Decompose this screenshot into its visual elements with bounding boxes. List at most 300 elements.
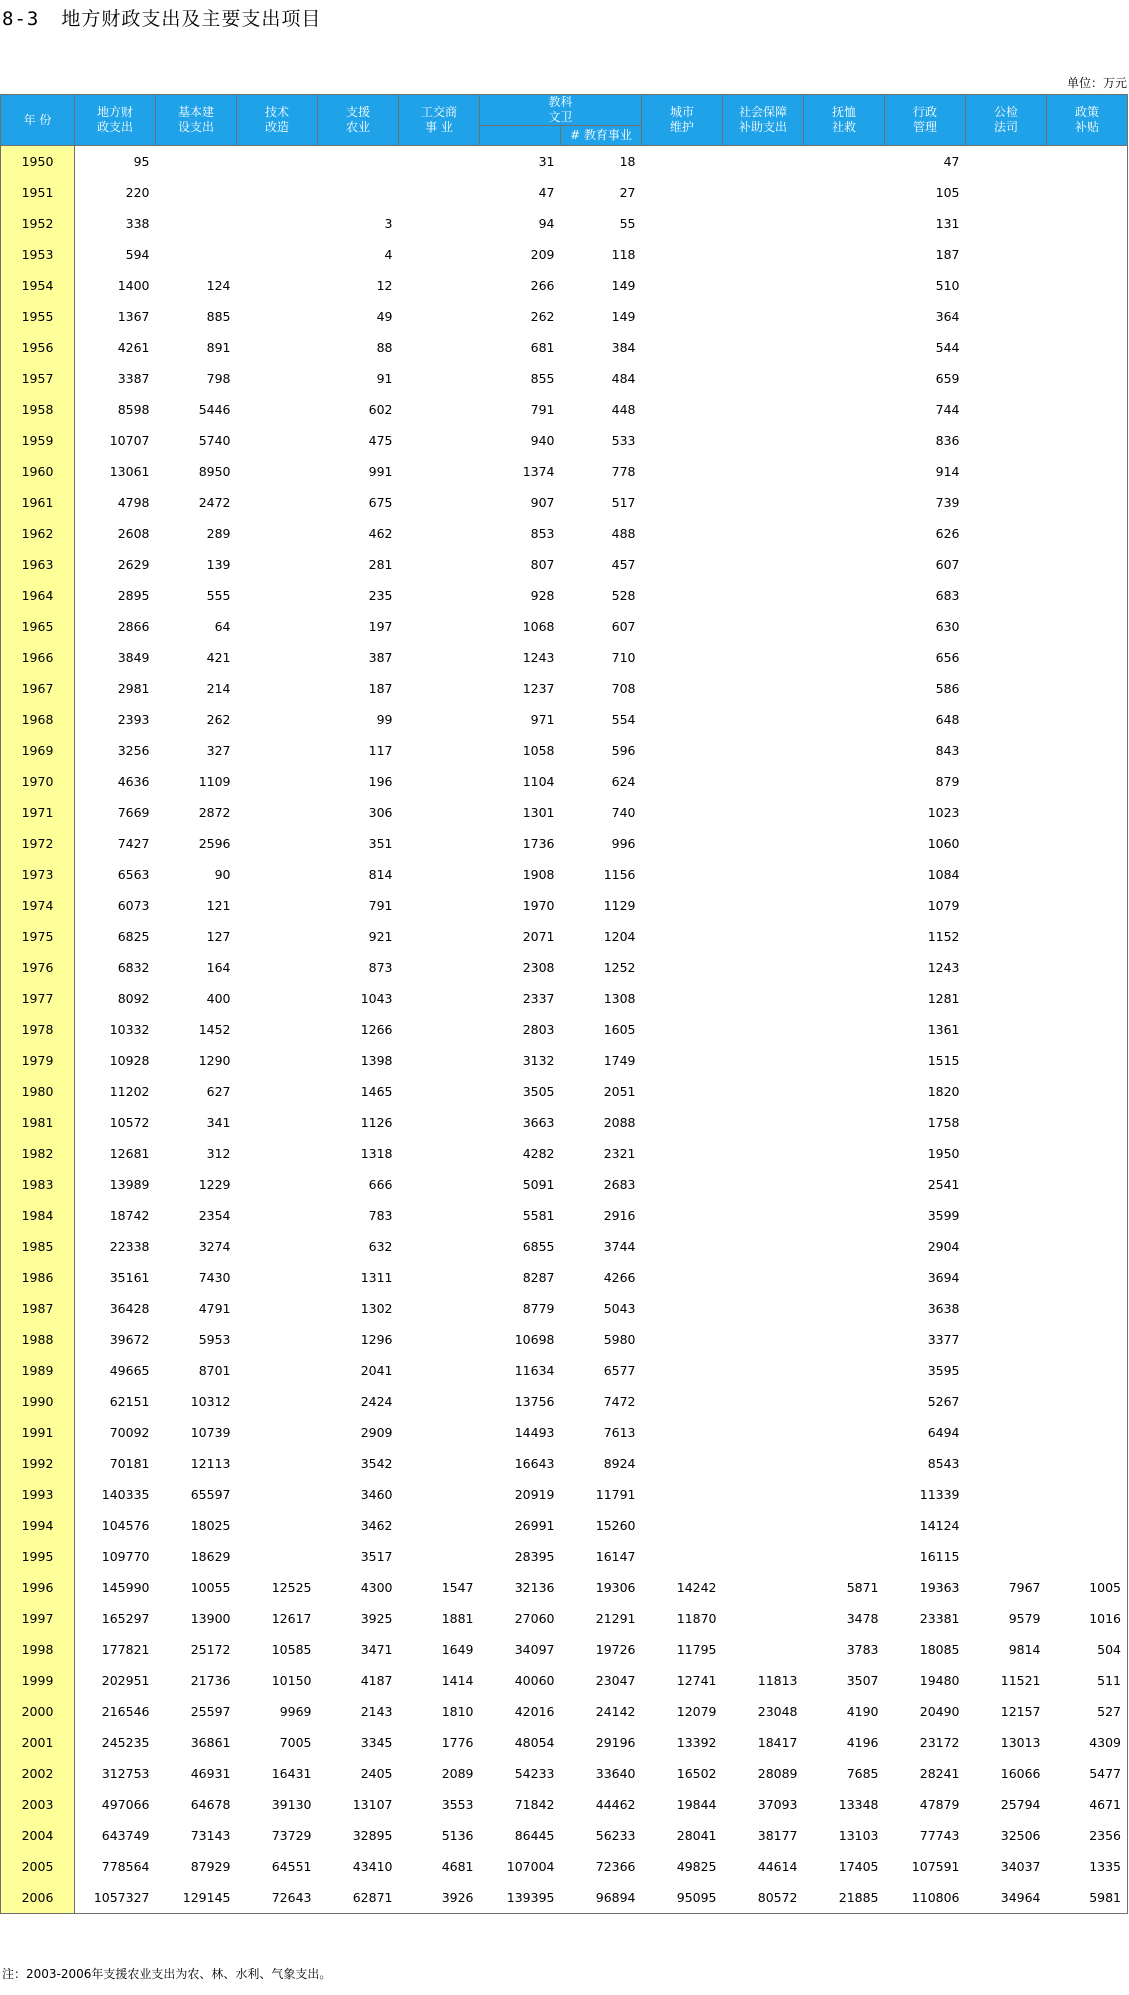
value-cell bbox=[966, 1014, 1047, 1045]
value-cell: 3663 bbox=[522, 1115, 555, 1130]
value-cell bbox=[723, 1417, 804, 1448]
value-cell bbox=[966, 1479, 1047, 1510]
value-cell bbox=[642, 1479, 723, 1510]
table-row bbox=[1, 1479, 1128, 1510]
value-cell bbox=[399, 301, 480, 332]
value-cell bbox=[399, 549, 480, 580]
value-cell bbox=[1047, 859, 1128, 890]
value-cell bbox=[1047, 1386, 1128, 1417]
value-cell bbox=[642, 828, 723, 859]
value-cell: 11870 bbox=[676, 1611, 717, 1626]
value-cell: 88 bbox=[376, 340, 393, 355]
value-cell bbox=[642, 239, 723, 270]
value-cell: 1361 bbox=[927, 1022, 960, 1037]
value-cell: 2308 bbox=[522, 960, 555, 975]
year-cell: 1964 bbox=[1, 580, 75, 611]
value-cell: 145990 bbox=[101, 1580, 150, 1595]
value-cell: 47 bbox=[538, 185, 555, 200]
value-cell: 1335 bbox=[1047, 1851, 1128, 1882]
value-cell: 16115 bbox=[919, 1549, 960, 1564]
value-cell bbox=[723, 270, 804, 301]
value-cell: 32506 bbox=[1000, 1828, 1041, 1843]
value-cell: 139 bbox=[206, 557, 231, 572]
value-cell: 42016 bbox=[514, 1704, 555, 1719]
header-culture-subtotal-blank bbox=[480, 126, 561, 146]
value-cell: 46931 bbox=[190, 1766, 231, 1781]
value-cell bbox=[399, 1510, 480, 1541]
value-cell: 7472 bbox=[603, 1394, 636, 1409]
value-cell bbox=[1047, 642, 1128, 673]
year-cell: 2003 bbox=[1, 1789, 75, 1820]
value-cell: 3471 bbox=[360, 1642, 393, 1657]
value-cell: 1126 bbox=[360, 1115, 393, 1130]
value-cell: 1060 bbox=[927, 836, 960, 851]
value-cell: 54233 bbox=[514, 1766, 555, 1781]
value-cell: 312753 bbox=[101, 1766, 150, 1781]
value-cell bbox=[399, 518, 480, 549]
value-cell: 12681 bbox=[109, 1146, 150, 1161]
value-cell: 124 bbox=[206, 278, 231, 293]
value-cell bbox=[237, 146, 318, 178]
value-cell bbox=[642, 1014, 723, 1045]
value-cell bbox=[642, 1448, 723, 1479]
value-cell: 121 bbox=[206, 898, 231, 913]
value-cell: 586 bbox=[935, 681, 960, 696]
value-cell bbox=[237, 332, 318, 363]
value-cell bbox=[399, 1479, 480, 1510]
value-cell bbox=[723, 1200, 804, 1231]
table-row bbox=[1, 394, 1128, 425]
value-cell bbox=[723, 1479, 804, 1510]
table-code: 8-3 bbox=[2, 8, 40, 30]
header-relief: 抚恤 社救 bbox=[804, 95, 885, 146]
value-cell: 235 bbox=[368, 588, 393, 603]
value-cell: 4681 bbox=[441, 1859, 474, 1874]
value-cell: 364 bbox=[935, 309, 960, 324]
table-row bbox=[1, 611, 1128, 642]
value-cell: 3460 bbox=[360, 1487, 393, 1502]
value-cell: 744 bbox=[935, 402, 960, 417]
value-cell: 312 bbox=[206, 1146, 231, 1161]
value-cell bbox=[966, 983, 1047, 1014]
value-cell bbox=[723, 1448, 804, 1479]
header-tech-renovation: 技术 改造 bbox=[237, 95, 318, 146]
table-row bbox=[1, 1076, 1128, 1107]
value-cell: 31 bbox=[538, 154, 555, 169]
value-cell: 49 bbox=[376, 309, 393, 324]
value-cell: 5980 bbox=[603, 1332, 636, 1347]
value-cell bbox=[804, 1138, 885, 1169]
value-cell: 55 bbox=[619, 216, 636, 231]
value-cell: 2337 bbox=[522, 991, 555, 1006]
value-cell: 40060 bbox=[514, 1673, 555, 1688]
value-cell bbox=[723, 766, 804, 797]
year-cell: 1976 bbox=[1, 952, 75, 983]
value-cell bbox=[642, 735, 723, 766]
value-cell bbox=[723, 704, 804, 735]
value-cell: 15260 bbox=[595, 1518, 636, 1533]
table-body bbox=[1, 146, 1128, 1914]
value-cell bbox=[399, 487, 480, 518]
value-cell bbox=[723, 1355, 804, 1386]
value-cell: 1005 bbox=[1047, 1572, 1128, 1603]
value-cell bbox=[237, 1355, 318, 1386]
value-cell bbox=[399, 797, 480, 828]
value-cell: 18025 bbox=[190, 1518, 231, 1533]
value-cell bbox=[156, 239, 237, 270]
value-cell: 4282 bbox=[522, 1146, 555, 1161]
value-cell: 18629 bbox=[190, 1549, 231, 1564]
value-cell bbox=[966, 394, 1047, 425]
year-cell: 1974 bbox=[1, 890, 75, 921]
value-cell: 6832 bbox=[117, 960, 150, 975]
year-cell: 1959 bbox=[1, 425, 75, 456]
value-cell: 149 bbox=[611, 278, 636, 293]
value-cell bbox=[966, 673, 1047, 704]
table-row bbox=[1, 1355, 1128, 1386]
table-row bbox=[1, 952, 1128, 983]
value-cell bbox=[723, 208, 804, 239]
year-cell: 1984 bbox=[1, 1200, 75, 1231]
value-cell bbox=[642, 1293, 723, 1324]
value-cell: 72643 bbox=[237, 1882, 318, 1914]
value-cell bbox=[723, 1293, 804, 1324]
value-cell: 27 bbox=[619, 185, 636, 200]
value-cell bbox=[1047, 239, 1128, 270]
value-cell bbox=[966, 332, 1047, 363]
value-cell: 1414 bbox=[441, 1673, 474, 1688]
value-cell bbox=[804, 425, 885, 456]
value-cell: 11634 bbox=[514, 1363, 555, 1378]
value-cell: 28241 bbox=[919, 1766, 960, 1781]
value-cell bbox=[804, 1355, 885, 1386]
year-cell: 1975 bbox=[1, 921, 75, 952]
table-row bbox=[1, 673, 1128, 704]
value-cell bbox=[804, 363, 885, 394]
table-row bbox=[1, 146, 1128, 178]
value-cell: 1515 bbox=[927, 1053, 960, 1068]
value-cell bbox=[642, 1045, 723, 1076]
table-row bbox=[1, 1107, 1128, 1138]
year-cell: 2005 bbox=[1, 1851, 75, 1882]
value-cell: 6855 bbox=[522, 1239, 555, 1254]
value-cell: 879 bbox=[935, 774, 960, 789]
value-cell: 32136 bbox=[514, 1580, 555, 1595]
value-cell: 20490 bbox=[919, 1704, 960, 1719]
value-cell: 1290 bbox=[198, 1053, 231, 1068]
value-cell: 778564 bbox=[101, 1859, 150, 1874]
value-cell bbox=[399, 673, 480, 704]
value-cell bbox=[723, 797, 804, 828]
value-cell bbox=[237, 859, 318, 890]
value-cell: 262 bbox=[530, 309, 555, 324]
value-cell: 1970 bbox=[522, 898, 555, 913]
value-cell: 2089 bbox=[441, 1766, 474, 1781]
value-cell bbox=[966, 487, 1047, 518]
value-cell bbox=[804, 611, 885, 642]
value-cell: 109770 bbox=[101, 1549, 150, 1564]
value-cell bbox=[237, 1231, 318, 1262]
value-cell bbox=[237, 952, 318, 983]
value-cell: 33640 bbox=[595, 1766, 636, 1781]
value-cell bbox=[642, 425, 723, 456]
table-row bbox=[1, 208, 1128, 239]
value-cell: 1605 bbox=[603, 1022, 636, 1037]
value-cell bbox=[1047, 1448, 1128, 1479]
value-cell: 1465 bbox=[360, 1084, 393, 1099]
year-cell: 1960 bbox=[1, 456, 75, 487]
value-cell: 96894 bbox=[561, 1882, 642, 1914]
value-cell bbox=[804, 1014, 885, 1045]
value-cell: 1204 bbox=[603, 929, 636, 944]
value-cell: 13756 bbox=[514, 1394, 555, 1409]
value-cell bbox=[804, 456, 885, 487]
value-cell bbox=[399, 735, 480, 766]
value-cell bbox=[237, 208, 318, 239]
value-cell bbox=[966, 704, 1047, 735]
value-cell bbox=[642, 363, 723, 394]
value-cell: 3507 bbox=[846, 1673, 879, 1688]
value-cell: 607 bbox=[611, 619, 636, 634]
value-cell bbox=[1047, 487, 1128, 518]
value-cell: 3517 bbox=[360, 1549, 393, 1564]
value-cell: 8287 bbox=[522, 1270, 555, 1285]
value-cell bbox=[1047, 1293, 1128, 1324]
value-cell: 107591 bbox=[911, 1859, 960, 1874]
value-cell: 7005 bbox=[279, 1735, 312, 1750]
value-cell: 10698 bbox=[514, 1332, 555, 1347]
value-cell bbox=[723, 301, 804, 332]
table-row bbox=[1, 363, 1128, 394]
value-cell bbox=[642, 394, 723, 425]
value-cell bbox=[966, 766, 1047, 797]
value-cell bbox=[723, 549, 804, 580]
value-cell: 10707 bbox=[109, 433, 150, 448]
table-row bbox=[1, 1200, 1128, 1231]
value-cell: 187 bbox=[935, 247, 960, 262]
value-cell: 921 bbox=[368, 929, 393, 944]
value-cell: 1109 bbox=[198, 774, 231, 789]
value-cell bbox=[642, 890, 723, 921]
value-cell: 596 bbox=[611, 743, 636, 758]
value-cell: 991 bbox=[368, 464, 393, 479]
value-cell: 1043 bbox=[360, 991, 393, 1006]
year-cell: 1987 bbox=[1, 1293, 75, 1324]
year-cell: 2001 bbox=[1, 1727, 75, 1758]
year-cell: 1990 bbox=[1, 1386, 75, 1417]
table-row bbox=[1, 797, 1128, 828]
value-cell: 64551 bbox=[271, 1859, 312, 1874]
value-cell: 281 bbox=[368, 557, 393, 572]
value-cell: 2608 bbox=[117, 526, 150, 541]
value-cell bbox=[966, 1324, 1047, 1355]
value-cell: 643749 bbox=[101, 1828, 150, 1843]
value-cell bbox=[804, 1231, 885, 1262]
value-cell bbox=[723, 890, 804, 921]
value-cell: 12617 bbox=[271, 1611, 312, 1626]
value-cell: 1281 bbox=[927, 991, 960, 1006]
value-cell: 19844 bbox=[676, 1797, 717, 1812]
value-cell: 47 bbox=[943, 154, 960, 169]
value-cell: 5267 bbox=[927, 1394, 960, 1409]
value-cell: 6073 bbox=[117, 898, 150, 913]
value-cell: 914 bbox=[935, 464, 960, 479]
value-cell: 14124 bbox=[919, 1518, 960, 1533]
value-cell: 214 bbox=[206, 681, 231, 696]
footnote: 注：2003-2006年支援农业支出为农、林、水利、气象支出。 bbox=[2, 1967, 332, 1981]
value-cell bbox=[723, 487, 804, 518]
value-cell: 306 bbox=[368, 805, 393, 820]
value-cell: 8950 bbox=[198, 464, 231, 479]
table-row bbox=[1, 1634, 1128, 1665]
value-cell: 39672 bbox=[109, 1332, 150, 1347]
value-cell: 70181 bbox=[109, 1456, 150, 1471]
value-cell: 6494 bbox=[927, 1425, 960, 1440]
value-cell: 177821 bbox=[101, 1642, 150, 1657]
value-cell bbox=[1047, 425, 1128, 456]
value-cell: 555 bbox=[206, 588, 231, 603]
value-cell: 16643 bbox=[514, 1456, 555, 1471]
value-cell bbox=[966, 1169, 1047, 1200]
value-cell: 475 bbox=[368, 433, 393, 448]
value-cell: 1881 bbox=[441, 1611, 474, 1626]
year-cell: 1953 bbox=[1, 239, 75, 270]
table-row bbox=[1, 1882, 1128, 1914]
value-cell bbox=[1047, 549, 1128, 580]
value-cell bbox=[237, 1169, 318, 1200]
value-cell: 8779 bbox=[522, 1301, 555, 1316]
value-cell bbox=[399, 1417, 480, 1448]
value-cell: 13103 bbox=[838, 1828, 879, 1843]
value-cell bbox=[723, 1262, 804, 1293]
value-cell: 165297 bbox=[101, 1611, 150, 1626]
value-cell bbox=[642, 1541, 723, 1572]
value-cell bbox=[723, 983, 804, 1014]
value-cell: 44614 bbox=[757, 1859, 798, 1874]
value-cell bbox=[1047, 921, 1128, 952]
value-cell bbox=[723, 1169, 804, 1200]
value-cell: 3462 bbox=[360, 1518, 393, 1533]
table-row bbox=[1, 425, 1128, 456]
value-cell: 11339 bbox=[919, 1487, 960, 1502]
value-cell bbox=[399, 239, 480, 270]
table-row bbox=[1, 549, 1128, 580]
value-cell: 87929 bbox=[190, 1859, 231, 1874]
value-cell bbox=[237, 1076, 318, 1107]
value-cell bbox=[642, 952, 723, 983]
value-cell: 4791 bbox=[198, 1301, 231, 1316]
table-row bbox=[1, 1572, 1128, 1603]
value-cell: 11791 bbox=[595, 1487, 636, 1502]
value-cell: 110806 bbox=[885, 1882, 966, 1914]
value-cell: 1749 bbox=[603, 1053, 636, 1068]
year-cell: 1994 bbox=[1, 1510, 75, 1541]
value-cell bbox=[723, 239, 804, 270]
value-cell bbox=[966, 828, 1047, 859]
value-cell: 1367 bbox=[117, 309, 150, 324]
value-cell bbox=[804, 1479, 885, 1510]
value-cell bbox=[966, 952, 1047, 983]
value-cell bbox=[642, 921, 723, 952]
value-cell bbox=[642, 704, 723, 735]
value-cell bbox=[966, 859, 1047, 890]
value-cell bbox=[723, 177, 804, 208]
value-cell bbox=[804, 952, 885, 983]
value-cell bbox=[237, 921, 318, 952]
value-cell: 118 bbox=[611, 247, 636, 262]
value-cell: 2803 bbox=[522, 1022, 555, 1037]
value-cell: 2916 bbox=[603, 1208, 636, 1223]
year-cell: 1950 bbox=[1, 146, 75, 178]
value-cell: 6577 bbox=[603, 1363, 636, 1378]
value-cell: 18 bbox=[619, 154, 636, 169]
value-cell: 14242 bbox=[676, 1580, 717, 1595]
value-cell bbox=[237, 1293, 318, 1324]
value-cell: 27060 bbox=[514, 1611, 555, 1626]
value-cell bbox=[966, 177, 1047, 208]
value-cell: 1810 bbox=[441, 1704, 474, 1719]
value-cell bbox=[399, 1107, 480, 1138]
value-cell: 7430 bbox=[198, 1270, 231, 1285]
value-cell bbox=[1047, 704, 1128, 735]
value-cell: 1302 bbox=[360, 1301, 393, 1316]
value-cell: 462 bbox=[368, 526, 393, 541]
value-cell: 2041 bbox=[360, 1363, 393, 1378]
value-cell: 4309 bbox=[1047, 1727, 1128, 1758]
year-cell: 1998 bbox=[1, 1634, 75, 1665]
value-cell bbox=[237, 270, 318, 301]
value-cell bbox=[723, 673, 804, 704]
value-cell: 1152 bbox=[927, 929, 960, 944]
value-cell bbox=[966, 1448, 1047, 1479]
header-policy-subsidy: 政策 补贴 bbox=[1047, 95, 1128, 146]
table-row bbox=[1, 1665, 1128, 1696]
value-cell: 49665 bbox=[109, 1363, 150, 1378]
table-row bbox=[1, 1603, 1128, 1634]
value-cell: 1104 bbox=[522, 774, 555, 789]
value-cell: 814 bbox=[368, 867, 393, 882]
header-administration: 行政 管理 bbox=[885, 95, 966, 146]
value-cell bbox=[399, 1076, 480, 1107]
value-cell bbox=[237, 177, 318, 208]
value-cell bbox=[966, 1107, 1047, 1138]
value-cell: 1084 bbox=[927, 867, 960, 882]
value-cell bbox=[237, 1262, 318, 1293]
value-cell: 2472 bbox=[198, 495, 231, 510]
value-cell bbox=[399, 270, 480, 301]
value-cell bbox=[642, 456, 723, 487]
value-cell bbox=[399, 1014, 480, 1045]
value-cell bbox=[966, 1262, 1047, 1293]
value-cell bbox=[723, 363, 804, 394]
value-cell: 1156 bbox=[603, 867, 636, 882]
value-cell: 129145 bbox=[156, 1882, 237, 1914]
value-cell bbox=[1047, 673, 1128, 704]
value-cell bbox=[237, 1448, 318, 1479]
value-cell: 43410 bbox=[352, 1859, 393, 1874]
value-cell: 70092 bbox=[109, 1425, 150, 1440]
value-cell bbox=[1047, 1231, 1128, 1262]
value-cell: 62871 bbox=[318, 1882, 399, 1914]
year-cell: 1972 bbox=[1, 828, 75, 859]
value-cell: 19363 bbox=[919, 1580, 960, 1595]
table-row bbox=[1, 859, 1128, 890]
value-cell: 11813 bbox=[757, 1673, 798, 1688]
value-cell bbox=[1047, 1169, 1128, 1200]
value-cell bbox=[1047, 1045, 1128, 1076]
value-cell bbox=[237, 983, 318, 1014]
value-cell bbox=[237, 456, 318, 487]
